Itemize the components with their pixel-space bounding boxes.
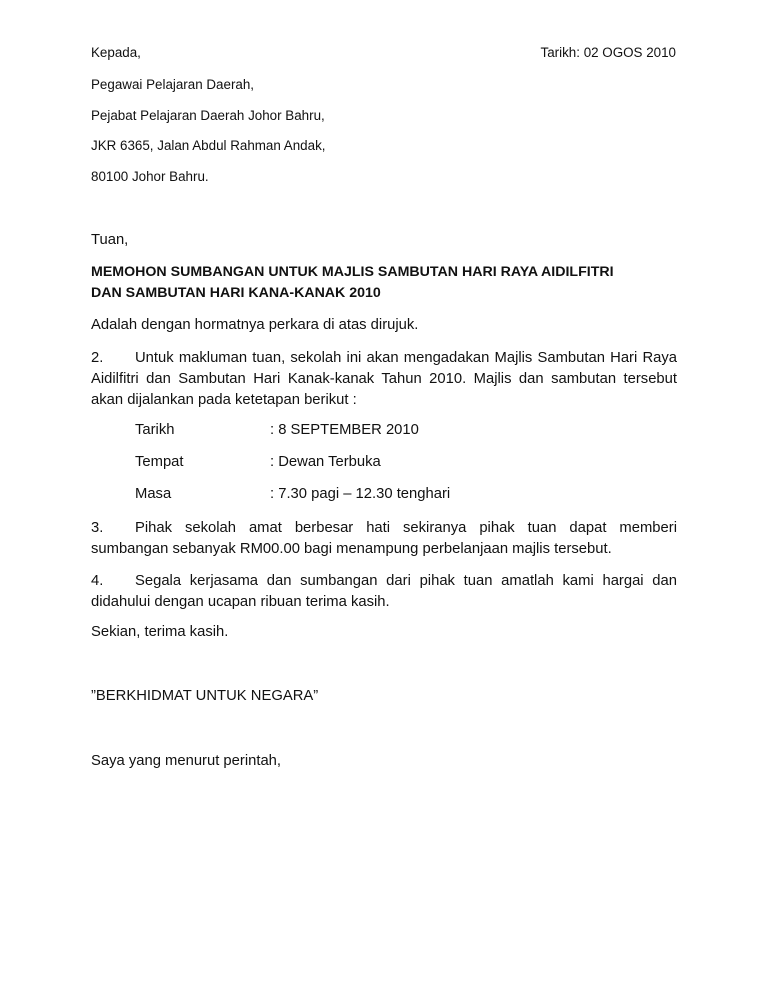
detail-label-venue: Tempat [135,454,184,470]
subject-line-2: DAN SAMBUTAN HARI KANA-KANAK 2010 [91,285,381,301]
paragraph-2-number: 2. [91,350,104,366]
paragraph-2 [91,348,677,411]
letter-date: Tarikh: 02 OGOS 2010 [540,45,676,60]
paragraph-3-number: 3. [91,520,104,536]
paragraph-4-number: 4. [91,573,104,589]
detail-label-date: Tarikh [135,422,175,438]
detail-value-date: : 8 SEPTEMBER 2010 [270,422,419,438]
paragraph-4 [91,571,677,613]
detail-label-time: Masa [135,486,172,502]
paragraph-3-text: Pihak sekolah amat berbesar hati sekiranya pihak tuan dapat memberi sumbangan sebanyak RM00.00 bagi menampung perbelanjaan majlis tersebut. [91,520,677,557]
paragraph-3 [91,518,677,560]
detail-value-venue: : Dewan Terbuka [270,454,381,470]
recipient-heading: Kepada, [91,45,141,60]
address-line-3: JKR 6365, Jalan Abdul Rahman Andak, [91,138,326,153]
address-line-2: Pejabat Pelajaran Daerah Johor Bahru, [91,108,325,123]
paragraph-4-text: Segala kerjasama dan sumbangan dari pihak tuan amatlah kami hargai dan didahului dengan ucapan ribuan terima kasih. [91,573,677,610]
signoff: Saya yang menurut perintah, [91,753,282,769]
motto: ”BERKHIDMAT UNTUK NEGARA” [91,688,319,704]
closing-line: Sekian, terima kasih. [91,624,229,640]
greeting: Tuan, [91,232,129,248]
detail-value-time: : 7.30 pagi – 12.30 tenghari [270,486,451,502]
subject-line-1: MEMOHON SUMBANGAN UNTUK MAJLIS SAMBUTAN HARI RAYA AIDILFITRI [91,264,614,280]
address-line-4: 80100 Johor Bahru. [91,169,209,184]
intro-paragraph: Adalah dengan hormatnya perkara di atas dirujuk. [91,317,419,333]
paragraph-2-text: Untuk makluman tuan, sekolah ini akan mengadakan Majlis Sambutan Hari Raya Aidilfitri dan Sambutan Hari Kanak-kanak Tahun 2010. Majlis dan sambutan tersebut akan dijalankan pada ketetapan berikut : [91,350,677,408]
address-line-1: Pegawai Pelajaran Daerah, [91,77,255,92]
